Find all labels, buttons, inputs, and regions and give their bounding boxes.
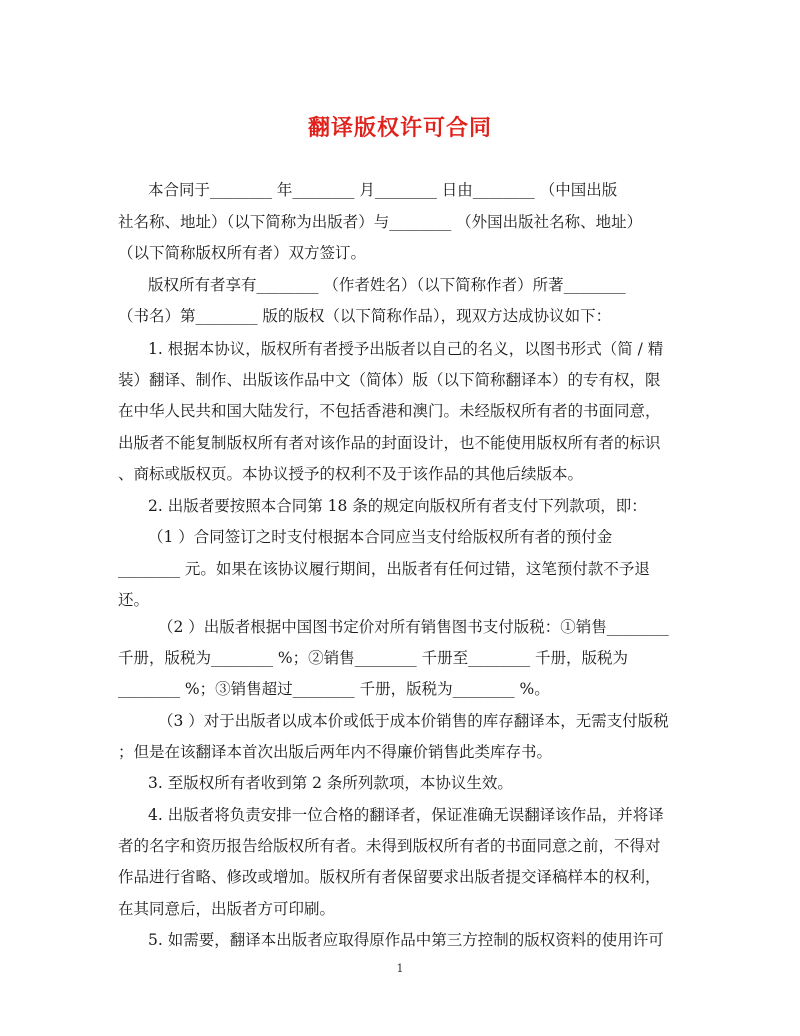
text-line: （以下简称版权所有者）双方签订。 bbox=[118, 244, 367, 262]
text-line: 版权所有者享有________ （作者姓名）（以下简称作者）所著________ bbox=[148, 276, 626, 294]
text-line: 出版者不能复制版权所有者对该作品的封面设计，也不能使用版权所有者的标识 bbox=[118, 434, 661, 452]
text-line: 4. 出版者将负责安排一位合格的翻译者，保证准确无误翻译该作品，并将译 bbox=[148, 806, 664, 824]
text-line: 还。 bbox=[118, 591, 150, 609]
text-line: 者的名字和资历报告给版权所有者。未得到版权所有者的书面同意之前，不得对 bbox=[118, 837, 661, 855]
text-line: （2 ）出版者根据中国图书定价对所有销售图书支付版税：①销售________ bbox=[158, 618, 669, 636]
document-title: 翻译版权许可合同 bbox=[307, 115, 492, 141]
text-line: 千册，版税为________ %；②销售________ 千册至________ 千册，版税为 bbox=[118, 649, 629, 667]
text-line: 本合同于________ 年________ 月________ 日由________ （中国出版 bbox=[148, 181, 618, 199]
text-line: 2. 出版者要按照本合同第 18 条的规定向版权所有者支付下列款项，即： bbox=[148, 497, 647, 515]
text-line: （1 ）合同签订之时支付根据本合同应当支付给版权所有者的预付金 bbox=[148, 528, 613, 546]
text-line: 作品进行省略、修改或增加。版权所有者保留要求出版者提交译稿样本的权利， bbox=[118, 868, 661, 886]
text-line: 在其同意后，出版者方可印刷。 bbox=[118, 900, 336, 918]
text-line: 1. 根据本协议，版权所有者授予出版者以自己的名义，以图书形式（简 / 精 bbox=[148, 340, 664, 358]
text-line: ；但是在该翻译本首次出版后两年内不得廉价销售此类库存书。 bbox=[118, 743, 553, 761]
page-number: 1 bbox=[396, 962, 404, 975]
text-line: （书名）第________ 版的版权（以下简称作品），现双方达成协议如下： bbox=[118, 307, 612, 325]
text-line: 社名称、地址）（以下简称为出版者）与________ （外国出版社名称、地址） bbox=[118, 213, 643, 231]
text-line: ________ 元。如果在该协议履行期间，出版者有任何过错，这笔预付款不予退 bbox=[118, 560, 650, 578]
text-line: 5. 如需要，翻译本出版者应取得原作品中第三方控制的版权资料的使用许可 bbox=[148, 931, 664, 949]
text-line: ________ %；③销售超过________ 千册，版税为________ %。 bbox=[118, 680, 550, 698]
text-line: 3. 至版权所有者收到第 2 条所列款项，本协议生效。 bbox=[148, 774, 513, 792]
text-line: （3 ）对于出版者以成本价或低于成本价销售的库存翻译本，无需支付版税 bbox=[158, 712, 669, 730]
text-line: 在中华人民共和国大陆发行，不包括香港和澳门。未经版权所有者的书面同意， bbox=[118, 402, 661, 420]
text-line: 装）翻译、制作、出版该作品中文（简体）版（以下简称翻译本）的专有权，限 bbox=[118, 371, 661, 389]
text-line: 、商标或版权页。本协议授予的权利不及于该作品的其他后续版本。 bbox=[118, 465, 584, 483]
